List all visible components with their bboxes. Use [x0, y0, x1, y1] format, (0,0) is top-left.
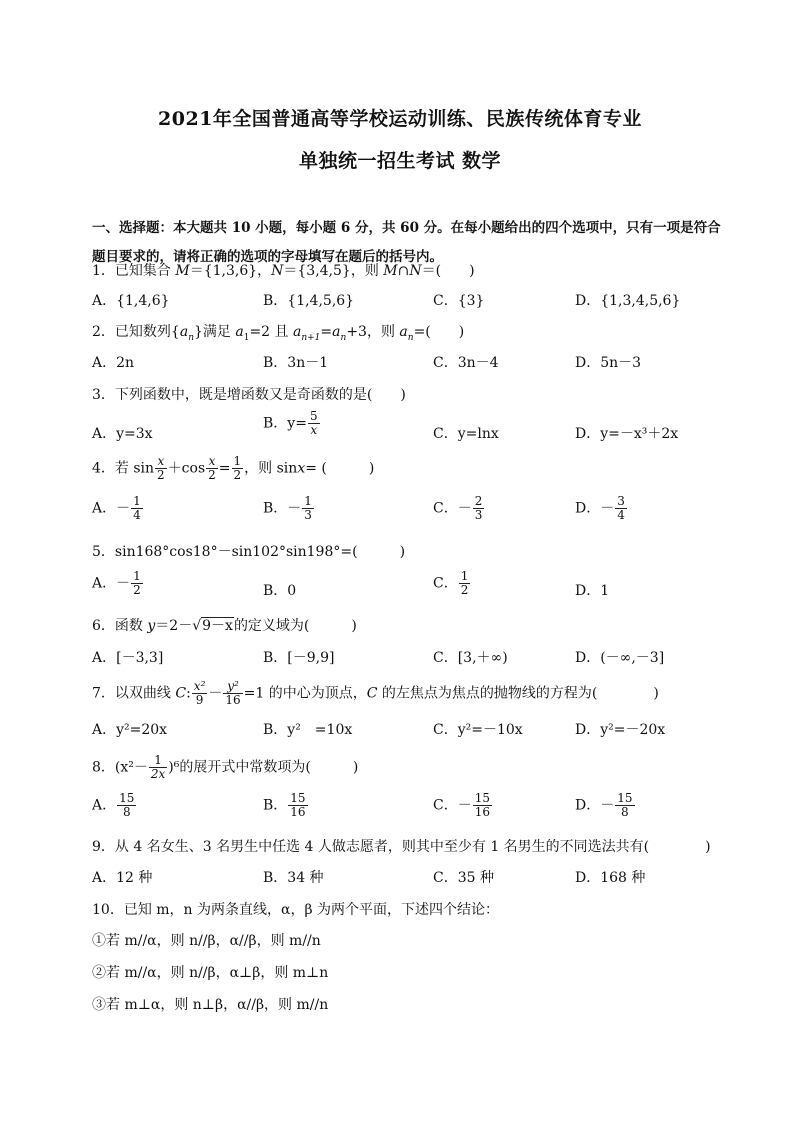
- q5-option-b: B．0: [263, 583, 297, 599]
- q8-option-a: A． $\frac{15}{8}$: [92, 791, 135, 819]
- q5-option-a: A．－ $\frac{1}{2}$: [92, 569, 141, 597]
- q4-option-d: D．－ $\frac{3}{4}$: [575, 494, 625, 522]
- q9-option-c: C．35 种: [433, 870, 494, 886]
- q3-option-d: D．y=－x³＋2x: [575, 426, 679, 442]
- q3-b-fraction: $\frac{5}{x}$: [309, 409, 318, 437]
- q1-option-d: D．{1,3,4,5,6}: [575, 293, 681, 309]
- question-10-stem: 10．已知 m，n 为两条直线，α，β 为两个平面，下述四个结论：: [92, 902, 500, 918]
- question-2-stem: 2．已知数列$\{a_n\}$满足 $a_1=2$ 且 $a_{n+1}=a_n+3$，则 $a_n=$( ): [92, 324, 465, 343]
- q8-option-d: D．－ $\frac{15}{8}$: [575, 791, 633, 819]
- q6-option-a: A．[－3,3]: [92, 650, 164, 666]
- q4-option-a: A．－ $\frac{1}{4}$: [92, 494, 141, 522]
- q8-option-b: B． $\frac{15}{16}$: [263, 791, 306, 819]
- q10-statement-2: ②若 m//α，则 n//β，α⊥β，则 m⊥n: [92, 965, 329, 981]
- q5-option-c: C． $\frac{1}{2}$: [433, 569, 469, 597]
- q3-option-b: B．y= $\frac{5}{x}$: [263, 409, 318, 437]
- q10-statement-3: ③若 m⊥α，则 n⊥β，α//β，则 m//n: [92, 997, 329, 1013]
- q1-option-a: A．{1,4,6}: [92, 293, 170, 309]
- q9-option-a: A．12 种: [92, 870, 153, 886]
- q3-option-c: C．y=lnx: [433, 426, 499, 442]
- question-8-stem: 8．(x²－ $\frac{1}{2x}$ )⁶的展开式中常数项为( ): [92, 753, 359, 781]
- q6-option-d: D．(－∞,－3]: [575, 650, 665, 666]
- question-1-stem: 1．已知集合 M＝{1,3,6}，N＝{3,4,5}，则 M∩N＝( ): [92, 263, 475, 279]
- q9-option-b: B．34 种: [263, 870, 324, 886]
- q2-option-c: C．3n－4: [433, 355, 499, 371]
- q7-option-c: C．y²=－10x: [433, 722, 523, 738]
- q2-option-d: D．5n－3: [575, 355, 642, 371]
- q6-option-b: B．[－9,9]: [263, 650, 335, 666]
- sqrt-symbol: √: [192, 618, 202, 634]
- q2-option-a: A．2n: [92, 355, 135, 371]
- q4-option-c: C．－ $\frac{2}{3}$: [433, 494, 483, 522]
- question-7-stem: 7．以双曲线 C: $\frac{\text{x²}}{9}$ － $\frac{\text{y²}}{16}$ =1 的中心为顶点，C 的左焦点为焦点的抛物线的方程为( ): [92, 679, 659, 707]
- q9-option-d: D．168 种: [575, 870, 646, 886]
- q5-option-d: D．1: [575, 583, 610, 599]
- q4-option-b: B．－ $\frac{1}{3}$: [263, 494, 312, 522]
- q2-option-b: B．3n－1: [263, 355, 329, 371]
- q6-option-c: C．[3,＋∞): [433, 650, 508, 666]
- question-6-stem: 6．函数 y＝2－√9－x的定义域为( ): [92, 618, 357, 634]
- q8-option-c: C．－ $\frac{15}{16}$: [433, 791, 490, 819]
- question-5-stem: 5．sin168°cos18°－sin102°sin198°=( ): [92, 544, 406, 560]
- q1-option-c: C．{3}: [433, 293, 485, 309]
- q7-option-b: B．y² =10x: [263, 722, 353, 738]
- question-4-stem: 4．若 sin $\frac{x}{2}$ ＋cos $\frac{x}{2}$ = $\frac{1}{2}$ ，则 sinx= ( ): [92, 454, 375, 482]
- q3-option-a: A．y=3x: [92, 426, 153, 442]
- exam-title-line1: 2021年全国普通高等学校运动训练、民族传统体育专业: [158, 108, 642, 130]
- q7-option-d: D．y²=－20x: [575, 722, 666, 738]
- q7-option-a: A．y²=20x: [92, 722, 168, 738]
- question-3-stem: 3．下列函数中，既是增函数又是奇函数的是( ): [92, 387, 406, 403]
- section-heading: 一、选择题：本大题共 10 小题，每小题 6 分，共 60 分。在每小题给出的四个选项中，只有一项是符合题目要求的，请将正确的选项的字母填写在题后的括号内。: [92, 220, 721, 265]
- q10-statement-1: ①若 m//α，则 n//β，α//β，则 m//n: [92, 933, 321, 949]
- exam-title-line2: 单独统一招生考试 数学: [298, 150, 502, 172]
- question-9-stem: 9．从 4 名女生、3 名男生中任选 4 人做志愿者，则其中至少有 1 名男生的不同选法共有( ): [92, 839, 711, 855]
- q1-option-b: B．{1,4,5,6}: [263, 293, 355, 309]
